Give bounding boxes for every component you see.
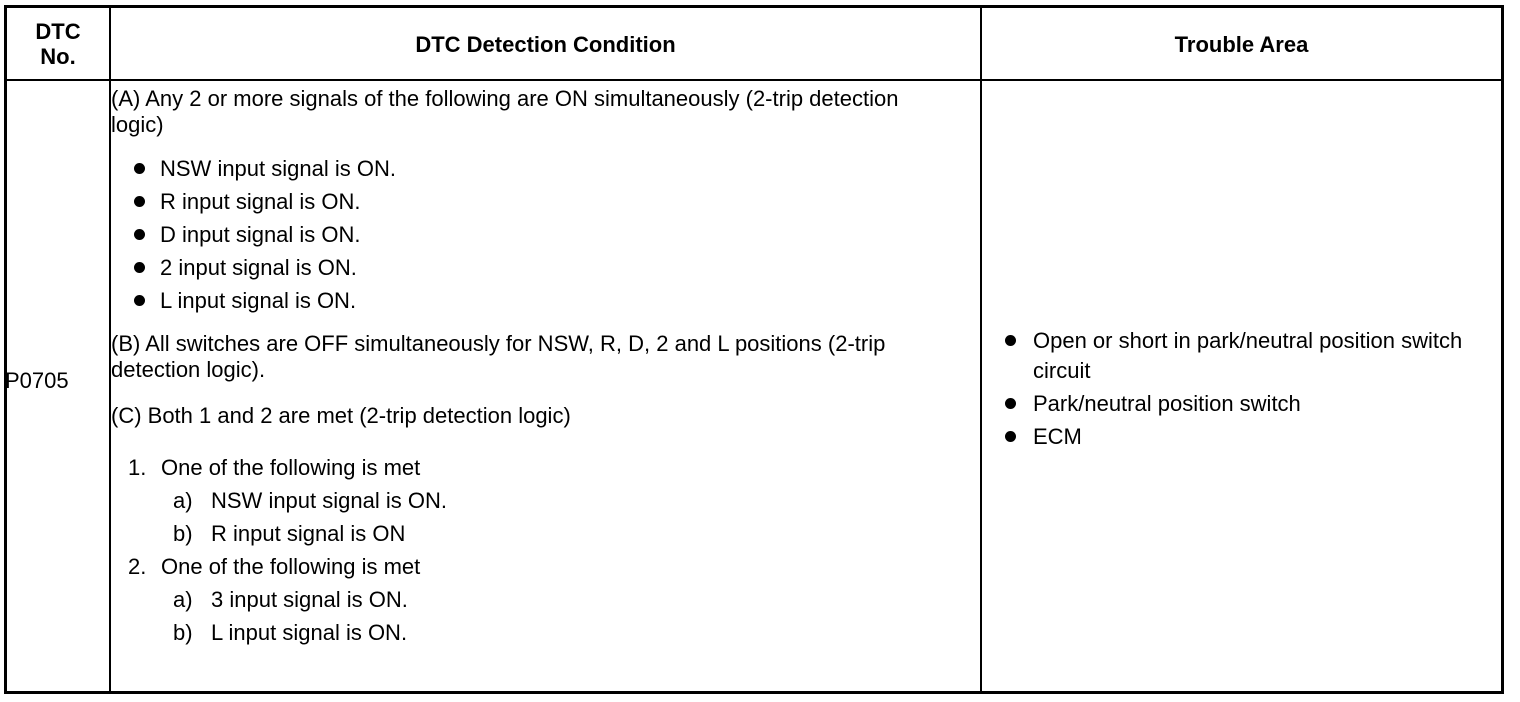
item-letter: a)	[173, 488, 193, 513]
trouble-area-cell	[1001, 326, 1471, 455]
sub-list-item	[161, 517, 971, 550]
trouble-area-list	[1001, 326, 1471, 452]
list-item	[111, 185, 971, 218]
list-item	[1001, 422, 1471, 452]
header-dtc-no-label: DTC No.	[35, 19, 81, 69]
header-condition	[111, 8, 980, 80]
condition-a-list	[111, 152, 971, 317]
bullet-icon	[134, 163, 145, 174]
sub-list-item-text: 3 input signal is ON.	[211, 587, 408, 612]
header-trouble-area	[982, 8, 1501, 80]
list-item-text: R input signal is ON.	[160, 189, 361, 214]
bullet-icon	[1005, 431, 1016, 442]
list-item	[111, 152, 971, 185]
list-item-text: One of the following is met	[161, 554, 421, 579]
list-item	[1001, 389, 1471, 419]
bullet-icon	[134, 196, 145, 207]
condition-b-text: (B) All switches are OFF simultaneously for NSW, R, D, 2 and L positions (2-trip detection logic).	[111, 331, 886, 382]
bullet-icon	[134, 295, 145, 306]
list-item	[111, 550, 971, 649]
item-number: 1.	[128, 455, 147, 480]
list-item-text: Open or short in park/neutral position switch circuit	[1033, 328, 1463, 383]
condition-a-text: (A) Any 2 or more signals of the following are ON simultaneously (2-trip detection logic)	[111, 86, 899, 137]
header-trouble-area-label: Trouble Area	[1174, 31, 1309, 57]
sub-list-item-text: L input signal is ON.	[211, 620, 408, 645]
list-item	[1001, 326, 1471, 386]
detection-condition-cell	[111, 86, 971, 649]
item-letter: b)	[173, 521, 193, 546]
list-item	[111, 451, 971, 550]
list-item	[111, 251, 971, 284]
list-item	[111, 284, 971, 317]
list-item-text: D input signal is ON.	[160, 222, 361, 247]
bullet-icon	[1005, 398, 1016, 409]
list-item-text: One of the following is met	[161, 455, 421, 480]
list-item-text: 2 input signal is ON.	[160, 255, 357, 280]
list-item-text: L input signal is ON.	[160, 288, 357, 313]
bullet-icon	[134, 229, 145, 240]
header-condition-label: DTC Detection Condition	[415, 31, 676, 57]
sub-list-item	[161, 484, 971, 517]
dtc-code: P0705	[5, 368, 69, 393]
condition-c-text: (C) Both 1 and 2 are met (2-trip detection logic)	[111, 403, 571, 428]
sub-list-item	[161, 616, 971, 649]
list-item-text: Park/neutral position switch	[1033, 391, 1301, 416]
item-letter: b)	[173, 620, 193, 645]
list-item	[111, 218, 971, 251]
sub-list	[161, 484, 971, 550]
sub-list-item-text: NSW input signal is ON.	[211, 488, 447, 513]
header-dtc-no	[7, 8, 109, 80]
bullet-icon	[134, 262, 145, 273]
item-letter: a)	[173, 587, 193, 612]
column-divider	[980, 8, 982, 691]
sub-list-item	[161, 583, 971, 616]
bullet-icon	[1005, 335, 1016, 346]
list-item-text: NSW input signal is ON.	[160, 156, 396, 181]
condition-c-list	[111, 451, 971, 649]
item-number: 2.	[128, 554, 147, 579]
list-item-text: ECM	[1033, 424, 1082, 449]
sub-list	[161, 583, 971, 649]
sub-list-item-text: R input signal is ON	[211, 521, 406, 546]
